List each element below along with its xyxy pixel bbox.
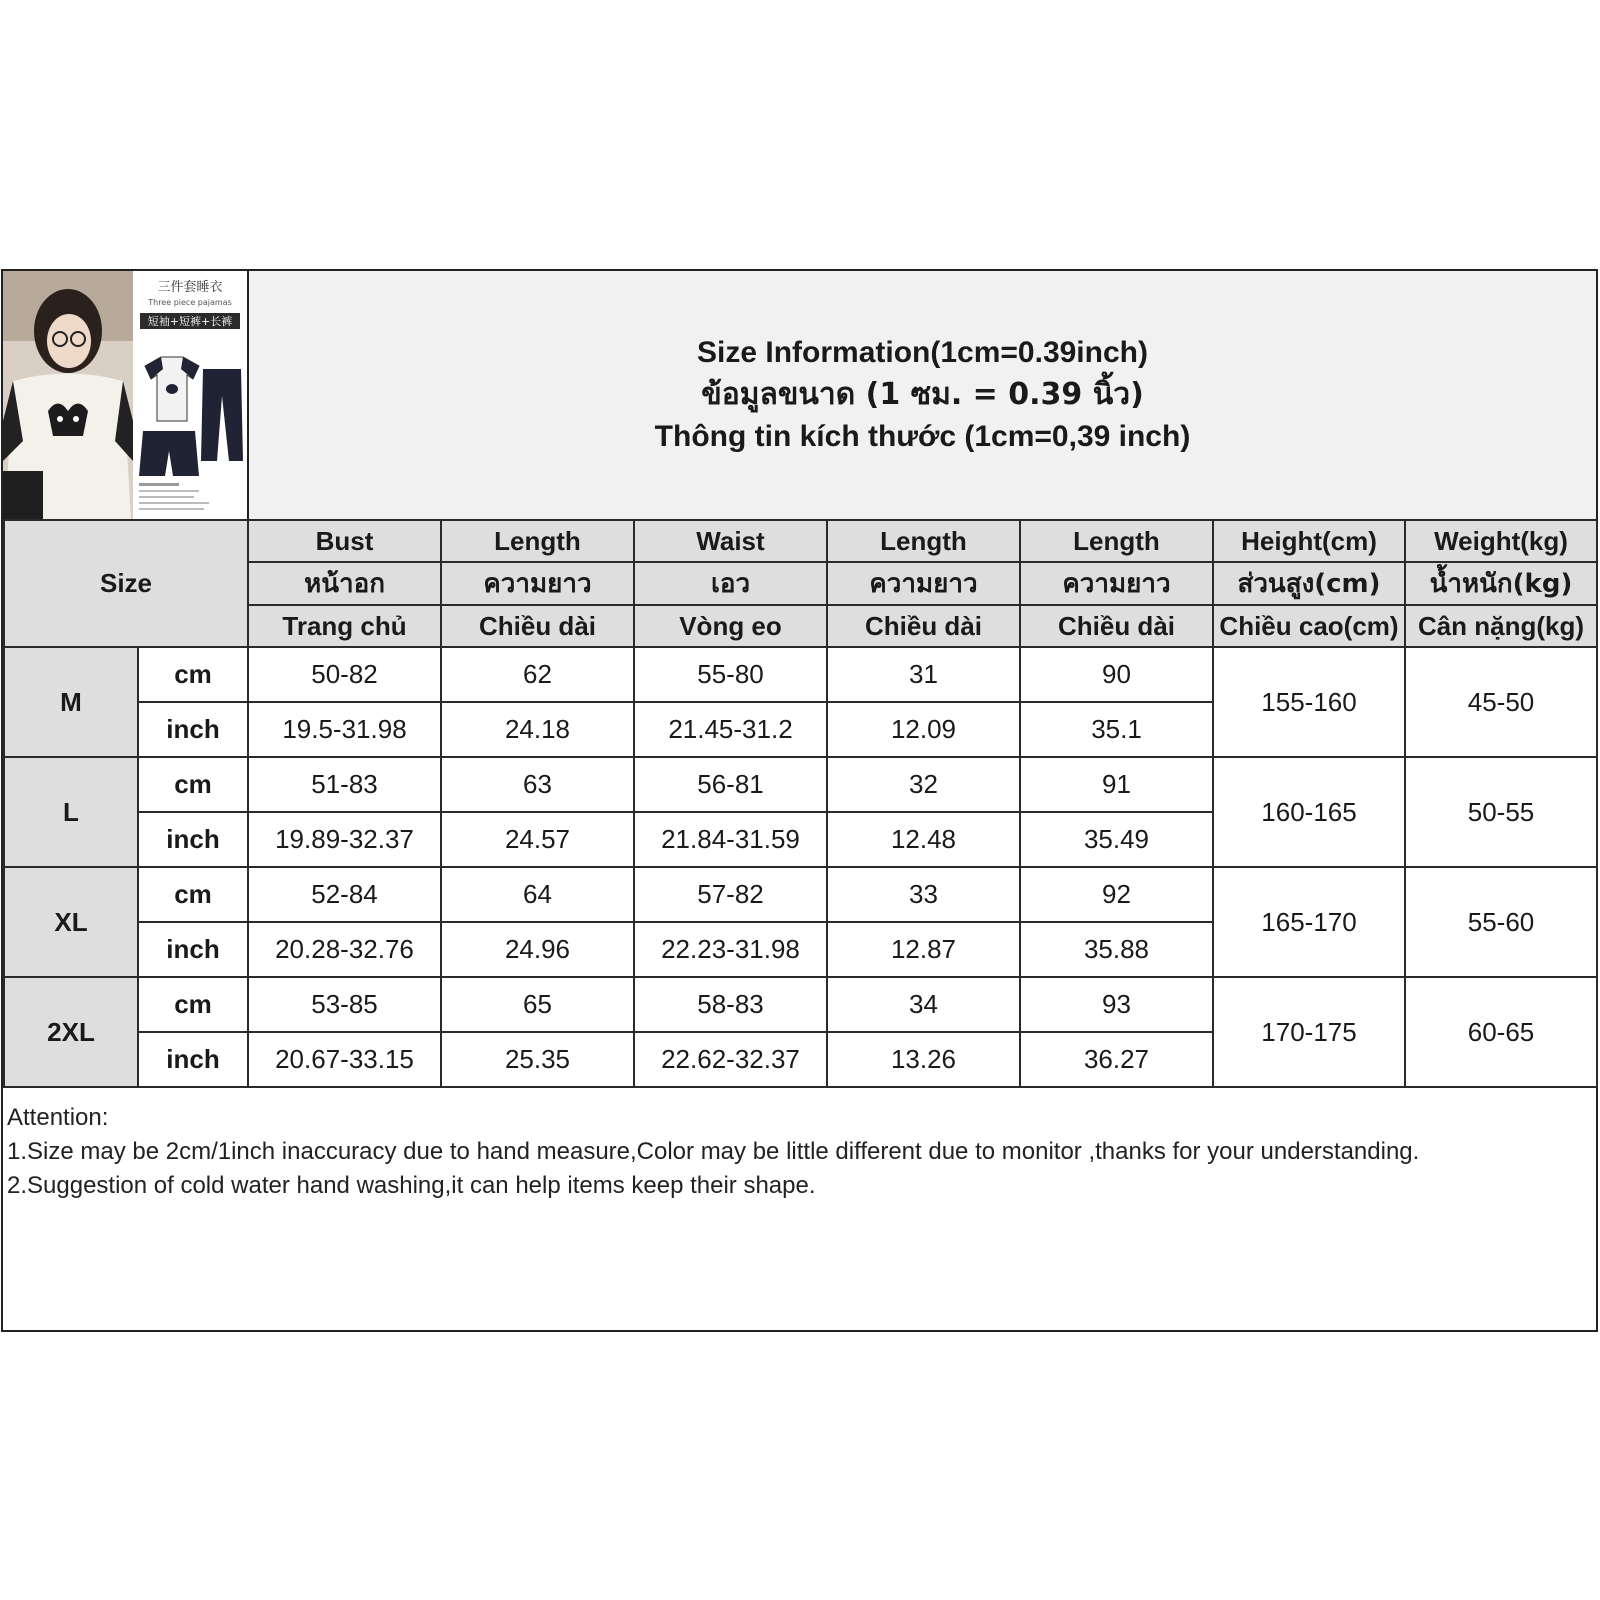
photo-caption-cn: 三件套睡衣 xyxy=(157,280,223,295)
measurement-cell: 12.87 xyxy=(827,922,1020,977)
product-photo-illustration xyxy=(3,271,247,519)
unit-label: cm xyxy=(138,867,248,922)
unit-label: inch xyxy=(138,812,248,867)
attention-notes xyxy=(7,1101,1592,1203)
column-header-en: Waist xyxy=(634,520,827,562)
column-header-vi: Trang chủ xyxy=(248,605,441,647)
measurement-cell: 65 xyxy=(441,977,634,1032)
measurement-cell: 36.27 xyxy=(1020,1032,1213,1087)
product-photo xyxy=(3,271,249,519)
unit-label: inch xyxy=(138,702,248,757)
size-row-cm xyxy=(4,647,1597,702)
measurement-cell: 64 xyxy=(441,867,634,922)
height-range-cell: 170-175 xyxy=(1213,977,1405,1087)
measurement-cell: 34 xyxy=(827,977,1020,1032)
measurement-cell: 91 xyxy=(1020,757,1213,812)
column-header-th: ความยาว xyxy=(827,562,1020,605)
measurement-cell: 51-83 xyxy=(248,757,441,812)
unit-label: inch xyxy=(138,1032,248,1087)
measurement-cell: 35.49 xyxy=(1020,812,1213,867)
measurement-cell: 31 xyxy=(827,647,1020,702)
column-header-th: ส่วนสูง(cm) xyxy=(1213,562,1405,605)
title-english: Size Information(1cm=0.39inch) xyxy=(697,336,1148,369)
measurement-cell: 57-82 xyxy=(634,867,827,922)
measurement-cell: 12.09 xyxy=(827,702,1020,757)
unit-label: cm xyxy=(138,647,248,702)
measurement-cell: 90 xyxy=(1020,647,1213,702)
measurement-cell: 32 xyxy=(827,757,1020,812)
measurement-cell: 19.5-31.98 xyxy=(248,702,441,757)
measurement-cell: 93 xyxy=(1020,977,1213,1032)
title-thai: ข้อมูลขนาด (1 ซม. = 0.39 นิ้ว) xyxy=(701,377,1144,412)
measurement-cell: 53-85 xyxy=(248,977,441,1032)
measurement-cell: 21.84-31.59 xyxy=(634,812,827,867)
measurement-cell: 56-81 xyxy=(634,757,827,812)
measurement-cell: 19.89-32.37 xyxy=(248,812,441,867)
unit-label: cm xyxy=(138,977,248,1032)
column-header-th: หน้าอก xyxy=(248,562,441,605)
measurement-cell: 55-80 xyxy=(634,647,827,702)
size-label: XL xyxy=(4,867,138,977)
measurement-cell: 12.48 xyxy=(827,812,1020,867)
title-vietnamese: Thông tin kích thước (1cm=0,39 inch) xyxy=(654,420,1191,453)
photo-caption-en: Three piece pajamas xyxy=(148,298,232,307)
column-header-vi: Chiều cao(cm) xyxy=(1213,605,1405,647)
note-line: 1.Size may be 2cm/1inch inaccuracy due to hand measure,Color may be little different due to monitor ,thanks for your understanding. xyxy=(7,1138,1420,1165)
unit-label: inch xyxy=(138,922,248,977)
size-label: 2XL xyxy=(4,977,138,1087)
size-label: L xyxy=(4,757,138,867)
measurement-cell: 24.57 xyxy=(441,812,634,867)
note-line: 2.Suggestion of cold water hand washing,it can help items keep their shape. xyxy=(7,1172,816,1199)
measurement-cell: 24.18 xyxy=(441,702,634,757)
size-row-cm xyxy=(4,867,1597,922)
notes-heading: Attention: xyxy=(7,1104,109,1131)
column-header-en: Height(cm) xyxy=(1213,520,1405,562)
size-header: Size xyxy=(4,520,248,647)
weight-range-cell: 55-60 xyxy=(1405,867,1597,977)
height-range-cell: 165-170 xyxy=(1213,867,1405,977)
measurement-cell: 63 xyxy=(441,757,634,812)
column-header-en: Weight(kg) xyxy=(1405,520,1597,562)
column-header-th: น้ำหนัก(kg) xyxy=(1405,562,1597,605)
weight-range-cell: 50-55 xyxy=(1405,757,1597,867)
size-row-cm xyxy=(4,757,1597,812)
column-header-vi: Chiều dài xyxy=(441,605,634,647)
measurement-cell: 24.96 xyxy=(441,922,634,977)
measurement-cell: 22.23-31.98 xyxy=(634,922,827,977)
column-header-th: ความยาว xyxy=(1020,562,1213,605)
column-header-vi: Cân nặng(kg) xyxy=(1405,605,1597,647)
size-table xyxy=(3,519,1598,1088)
unit-label: cm xyxy=(138,757,248,812)
measurement-cell: 50-82 xyxy=(248,647,441,702)
column-header-en: Length xyxy=(1020,520,1213,562)
column-header-en: Length xyxy=(827,520,1020,562)
measurement-cell: 22.62-32.37 xyxy=(634,1032,827,1087)
weight-range-cell: 60-65 xyxy=(1405,977,1597,1087)
column-header-vi: Vòng eo xyxy=(634,605,827,647)
size-chart-sheet xyxy=(1,269,1598,1332)
header-row-en xyxy=(4,520,1597,562)
measurement-cell: 62 xyxy=(441,647,634,702)
photo-tag-cn: 短袖+短裤+长裤 xyxy=(147,315,233,328)
size-row-cm xyxy=(4,977,1597,1032)
column-header-th: ความยาว xyxy=(441,562,634,605)
measurement-cell: 35.1 xyxy=(1020,702,1213,757)
measurement-cell: 33 xyxy=(827,867,1020,922)
measurement-cell: 21.45-31.2 xyxy=(634,702,827,757)
measurement-cell: 52-84 xyxy=(248,867,441,922)
height-range-cell: 155-160 xyxy=(1213,647,1405,757)
column-header-en: Length xyxy=(441,520,634,562)
measurement-cell: 25.35 xyxy=(441,1032,634,1087)
column-header-vi: Chiều dài xyxy=(827,605,1020,647)
column-header-en: Bust xyxy=(248,520,441,562)
measurement-cell: 13.26 xyxy=(827,1032,1020,1087)
column-header-th: เอว xyxy=(634,562,827,605)
measurement-cell: 20.28-32.76 xyxy=(248,922,441,977)
size-label: M xyxy=(4,647,138,757)
size-info-title xyxy=(249,271,1596,519)
measurement-cell: 58-83 xyxy=(634,977,827,1032)
column-header-vi: Chiều dài xyxy=(1020,605,1213,647)
weight-range-cell: 45-50 xyxy=(1405,647,1597,757)
height-range-cell: 160-165 xyxy=(1213,757,1405,867)
measurement-cell: 92 xyxy=(1020,867,1213,922)
measurement-cell: 35.88 xyxy=(1020,922,1213,977)
measurement-cell: 20.67-33.15 xyxy=(248,1032,441,1087)
